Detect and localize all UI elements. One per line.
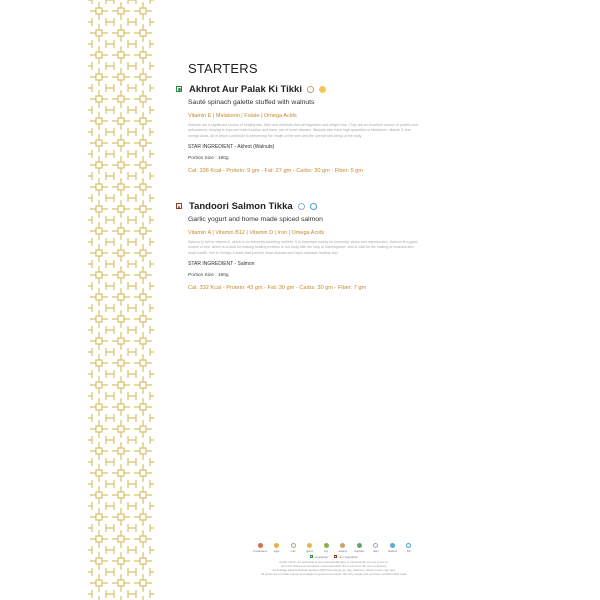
legend-item — [401, 543, 417, 553]
nuts-icon — [307, 86, 314, 93]
disclaimer-line: All of the listed food should be consumed within the hours from the time of delivery. — [281, 563, 387, 568]
fish-icon — [310, 203, 317, 210]
nuts-icon — [291, 543, 296, 548]
gluten-icon — [307, 543, 312, 548]
dairy-icon — [373, 543, 378, 548]
veg-icon — [310, 555, 313, 558]
dish-portion: Portion Size : 180g — [188, 155, 229, 161]
sesame-icon — [340, 543, 345, 548]
veg-icon — [176, 86, 182, 92]
allergen-legend — [244, 543, 424, 576]
legend-label: nuts — [290, 549, 296, 553]
dish-star-ingredient: STAR INGREDIENT - Salmon — [188, 260, 255, 267]
gluten-icon — [319, 86, 326, 93]
legend-item — [384, 543, 400, 553]
eggs-icon — [274, 543, 279, 548]
dish-nutrition: Cal: 336 Kcal - Protein: 9 gm - Fat: 27 gm - Carbs: 30 gm - Fiber: 5 gm — [188, 167, 364, 174]
sulphites-icon — [357, 543, 362, 548]
legend-item — [335, 543, 351, 553]
dish-star-ingredient: STAR INGREDIENT - Akhrot (Walnuts) — [188, 143, 275, 150]
seafood-icon — [390, 543, 395, 548]
dish-subtitle: Garlic yogurt and home made spiced salmon — [188, 216, 323, 223]
disclaimer-line: An average adult individual requires 2000 kcal energy per day, however, calorie needs may vary. — [272, 567, 396, 572]
legend-item — [302, 543, 318, 553]
dish-description: Walnuts are a significant source of healthy fats, fiber and minerals that aid digestion and weight loss. They are an excellent source of protein and antioxidants, helping to improve brain function and lower risk of heart disease. Walnuts also have high quantities of Melatonin, vitamin E and omega acids, all of which contribute to preserving the health of the skin and the overall well-being of the body. — [188, 123, 418, 138]
dish-description: Salmon is rich in vitamin A, which is an immunity-boosting nutrient, & is important mainly for immunity, vision and reproduction. Salmon is a good source of iron, which is crucial for making healthy proteins in our body with the help of haemoglobin, and is vital for the making of muscles and heart health, rich in Omega-3 acids that prevent heart disease and helps maintain healthy skin. — [188, 240, 418, 255]
dairy-icon — [298, 203, 305, 210]
legend-item — [351, 543, 367, 553]
crustaceans-icon — [258, 543, 263, 548]
dish-nutrition: Cal: 332 Kcal - Protein: 43 gm - Fat: 30 gm - Carbs: 30 gm - Fiber: 7 gm — [188, 284, 367, 291]
fish-icon — [406, 543, 411, 548]
legend-item — [318, 543, 334, 553]
dish-card-akhrot — [176, 82, 426, 174]
soy-icon — [324, 543, 329, 548]
section-title: STARTERS — [188, 61, 258, 76]
nonveg-icon — [176, 203, 182, 209]
legend-item — [269, 543, 285, 553]
legend-label: sulphites — [354, 549, 365, 553]
legend-label: gluten — [306, 549, 314, 553]
legend-label: crustaceans — [253, 549, 267, 553]
legend-label: sesame — [338, 549, 348, 553]
dish-portion: Portion Size : 180g — [188, 272, 229, 278]
legend-item — [368, 543, 384, 553]
dish-card-salmon — [176, 199, 426, 291]
disclaimer-line: Kindly inform our associate of any potential allergies or intolerances you are prone to. — [279, 559, 389, 564]
diet-key — [244, 555, 424, 559]
dish-subtitle: Sauté spinach galette stuffed with walnuts — [188, 99, 315, 106]
dish-name: Tandoori Salmon Tikka — [189, 200, 293, 212]
dish-vitamins: Vitamin A | Vitamin B12 | Vitamin D | Iron | Omega Acids — [188, 230, 325, 236]
disclaimer-line: All prices are in Indian rupees and subject to government taxes. We only supply and consume certified Halal meat. — [260, 572, 408, 577]
nonveg-label: Non Vegetarian — [338, 554, 358, 559]
legend-label: dairy — [373, 549, 379, 553]
legend-item — [252, 543, 268, 553]
legend-item — [285, 543, 301, 553]
veg-label: Vegetarian — [314, 554, 329, 559]
legend-label: fish — [406, 549, 411, 553]
decorative-lattice-pattern — [88, 0, 154, 600]
dish-vitamins: Vitamin E | Melatonin | Folate | Omega Acids — [188, 113, 297, 119]
disclaimer — [244, 560, 424, 577]
legend-label: eggs — [273, 549, 280, 553]
legend-label: seafood — [387, 549, 397, 553]
dish-name: Akhrot Aur Palak Ki Tikki — [189, 83, 302, 95]
nonveg-icon — [334, 555, 337, 558]
legend-label: soy — [324, 549, 329, 553]
allergen-icon-row — [252, 543, 417, 553]
